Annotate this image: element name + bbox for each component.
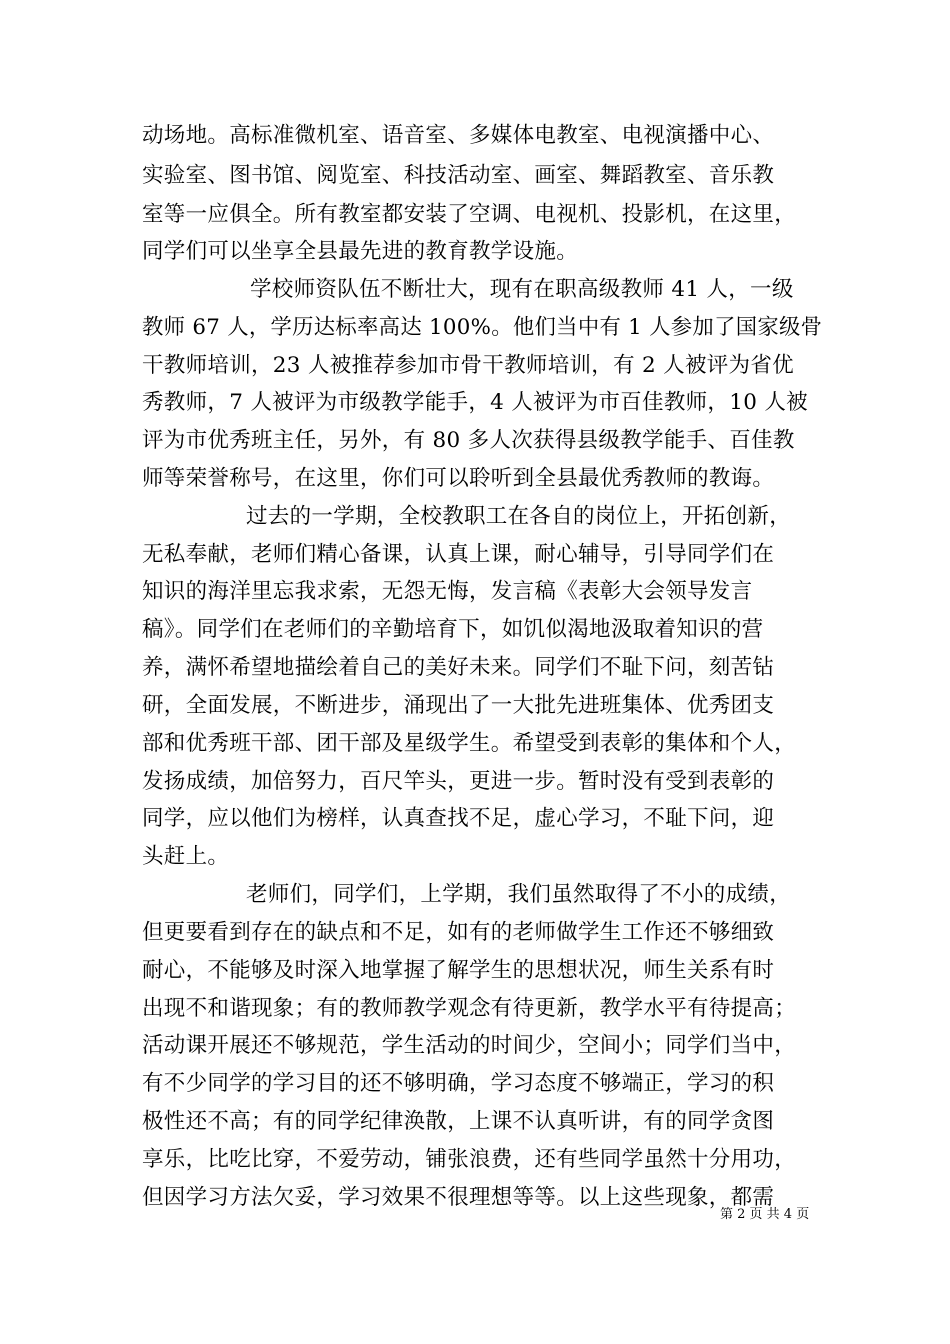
paragraph-2-line-2: 教师 67 人，学历达标率高达 100%。他们当中有 1 人参加了国家级骨: [142, 315, 823, 340]
paragraph-3-line-6: 研，全面发展，不断进步，涌现出了一大批先进班集体、优秀团支: [142, 693, 775, 718]
paragraph-2-line-1: 学校师资队伍不断壮大，现有在职高级教师 41 人，一级: [250, 277, 794, 302]
paragraph-4-line-2: 但更要看到存在的缺点和不足，如有的老师做学生工作还不够细致: [142, 920, 775, 945]
paragraph-3-line-1: 过去的一学期，全校教职工在各自的岗位上，开拓创新，: [246, 504, 792, 529]
paragraph-1-line-1: 动场地。高标准微机室、语音室、多媒体电教室、电视演播中心、: [142, 123, 775, 148]
paragraph-3-line-10: 头赶上。: [142, 844, 230, 869]
paragraph-1-line-3: 室等一应俱全。所有教室都安装了空调、电视机、投影机，在这里，: [142, 202, 797, 227]
paragraph-3-line-7: 部和优秀班干部、团干部及星级学生。希望受到表彰的集体和个人，: [142, 731, 797, 756]
paragraph-2-line-5: 评为市优秀班主任，另外，有 80 多人次获得县级教学能手、百佳教: [142, 428, 795, 453]
paragraph-4-line-3: 耐心，不能够及时深入地掌握了解学生的思想状况，师生关系有时: [142, 958, 775, 983]
paragraph-2-line-6: 师等荣誉称号，在这里，你们可以聆听到全县最优秀教师的教诲。: [142, 466, 775, 491]
paragraph-4-line-7: 极性还不高；有的同学纪律涣散，上课不认真听讲，有的同学贪图: [142, 1109, 775, 1134]
paragraph-4-line-6: 有不少同学的学习目的还不够明确，学习态度不够端正，学习的积: [142, 1071, 775, 1096]
paragraph-3-line-4: 稿》。同学们在老师们的辛勤培育下，如饥似渴地汲取着知识的营: [142, 617, 764, 642]
paragraph-4-line-8: 享乐，比吃比穿，不爱劳动，铺张浪费，还有些同学虽然十分用功，: [142, 1147, 797, 1172]
paragraph-1-line-4: 同学们可以坐享全县最先进的教育教学设施。: [142, 239, 579, 264]
paragraph-3-line-8: 发扬成绩，加倍努力，百尺竿头，更进一步。暂时没有受到表彰的: [142, 769, 775, 794]
paragraph-3-line-3: 知识的海洋里忘我求索，无怨无悔，发言稿《表彰大会领导发言: [142, 579, 753, 604]
paragraph-4-line-1: 老师们，同学们，上学期，我们虽然取得了不小的成绩，: [246, 882, 792, 907]
paragraph-3-line-2: 无私奉献，老师们精心备课，认真上课，耐心辅导，引导同学们在: [142, 542, 775, 567]
paragraph-1-line-2: 实验室、图书馆、阅览室、科技活动室、画室、舞蹈教室、音乐教: [142, 163, 775, 188]
paragraph-4-line-5: 活动课开展还不够规范，学生活动的时间少，空间小；同学们当中，: [142, 1033, 797, 1058]
paragraph-3-line-9: 同学，应以他们为榜样，认真查找不足，虚心学习，不耻下问，迎: [142, 806, 775, 831]
paragraph-2-line-4: 秀教师，7 人被评为市级教学能手，4 人被评为市百佳教师，10 人被: [142, 390, 808, 415]
page-footer: 第 2 页 共 4 页: [720, 1207, 810, 1222]
paragraph-4-line-9: 但因学习方法欠妥，学习效果不很理想等等。以上这些现象，都需: [142, 1185, 775, 1210]
paragraph-3-line-5: 养，满怀希望地描绘着自己的美好未来。同学们不耻下问，刻苦钻: [142, 655, 775, 680]
paragraph-2-line-3: 干教师培训，23 人被推荐参加市骨干教师培训，有 2 人被评为省优: [142, 353, 794, 378]
paragraph-4-line-4: 出现不和谐现象；有的教师教学观念有待更新，教学水平有待提高；: [142, 996, 797, 1021]
